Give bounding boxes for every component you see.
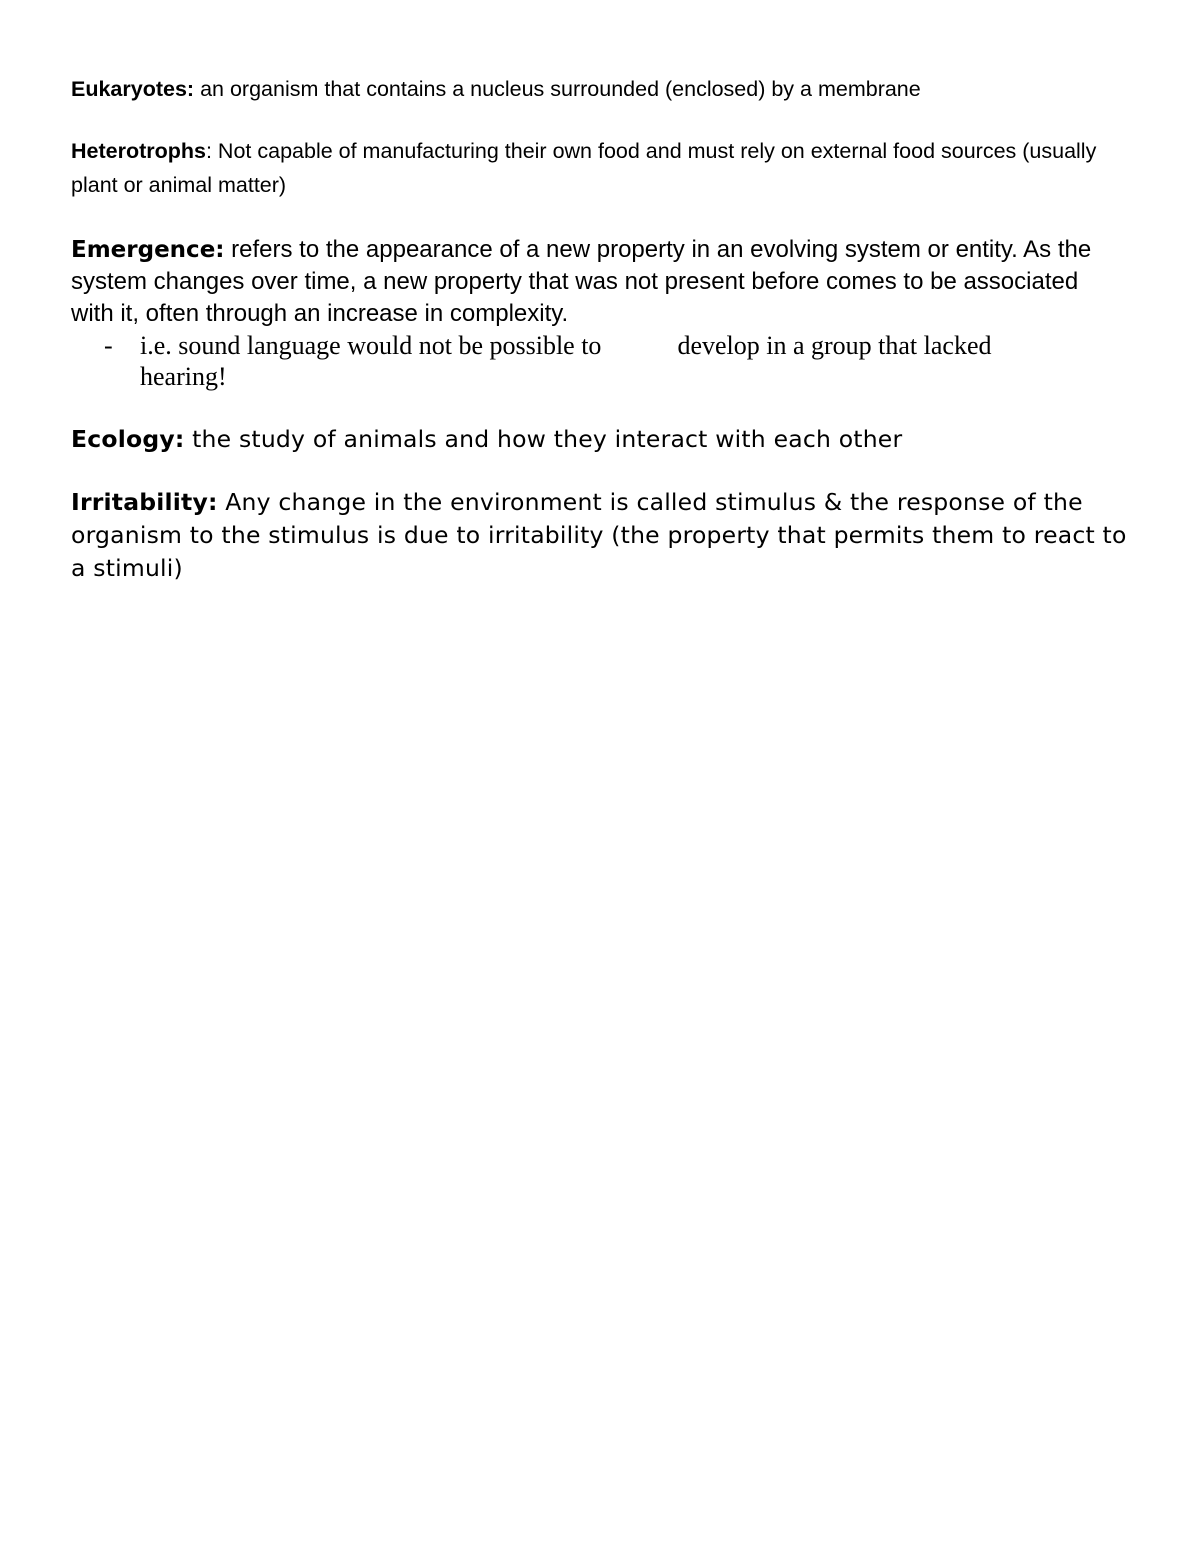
heterotrophs-definition bbox=[71, 134, 1131, 202]
ecology-text: the study of animals and how they interact with each other bbox=[184, 425, 903, 453]
bullet-marker: - bbox=[104, 331, 113, 360]
emergence-text: refers to the appearance of a new property in an evolving system or entity. As the system changes over time, a new property that was not present before comes to be associated with it, often through an increase in complexity. bbox=[71, 236, 1092, 327]
emergence-term: Emergence: bbox=[71, 237, 225, 263]
ecology-definition bbox=[71, 423, 1131, 456]
eukaryotes-text: an organism that contains a nucleus surrounded (enclosed) by a membrane bbox=[194, 77, 921, 101]
bullet-text bbox=[100, 330, 1060, 392]
irritability-term: Irritability: bbox=[71, 488, 218, 516]
eukaryotes-term: Eukaryotes: bbox=[71, 77, 195, 101]
heterotrophs-term: Heterotrophs bbox=[71, 139, 206, 163]
irritability-definition bbox=[71, 486, 1131, 585]
eukaryotes-definition bbox=[71, 72, 1131, 106]
ecology-term: Ecology: bbox=[71, 425, 185, 453]
heterotrophs-text: : Not capable of manufacturing their own food and must rely on external food sources (usually plant or animal matter) bbox=[71, 139, 1097, 197]
emergence-definition bbox=[71, 234, 1111, 330]
emergence-example-bullet bbox=[100, 330, 1060, 392]
bullet-text-part2: develop in a group that lacked hearing! bbox=[140, 331, 992, 391]
irritability-text: Any change in the environment is called stimulus & the response of the organism to the stimulus is due to irritability (the property that permits them to react to a stimuli) bbox=[71, 488, 1127, 582]
bullet-text-part1: i.e. sound language would not be possible to bbox=[140, 331, 602, 360]
